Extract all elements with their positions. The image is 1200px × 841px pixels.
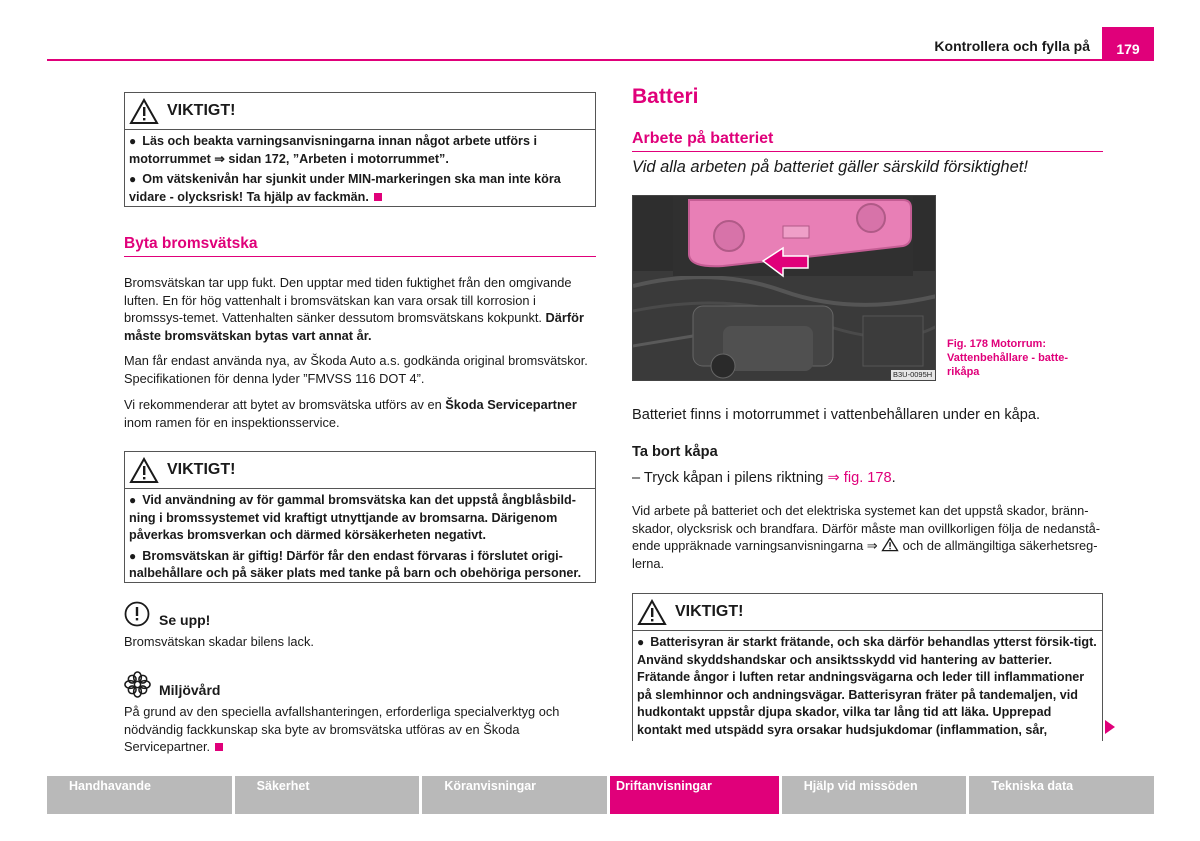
warning-triangle-icon [637, 599, 667, 626]
nav-tab-tekniska-data[interactable]: Tekniska data [969, 776, 1154, 814]
warning-title: VIKTIGT! [675, 603, 744, 620]
header-rule [47, 59, 1154, 61]
continued-arrow-icon [1105, 720, 1115, 734]
caution-exclamation-icon [124, 601, 150, 627]
warning-item: ● Batterisyran är starkt frätande, och ska därför behandlas ytterst försik-tigt. Använd skyddshandskar och ansiktsskydd vid hantering av batterier. Frätande ångor i luften retar andningsvägarna och leder till inflammationer på slemhinnor och andningsvägar. Batterisyran fräter på tandemaljen, vid hudkontakt uppstår djupa skador, vilka tar lång tid att läka. Upprepad kontakt med utspädd syra orsakar hudsjukdomar (inflammation, sår, [637, 635, 1097, 737]
battery-location-text: Batteriet finns i motorrummet i vattenbehållaren under en kåpa. [632, 407, 1041, 423]
warning-body [633, 631, 1102, 744]
section-title-brake-fluid: Byta bromsvätska [124, 235, 258, 252]
warning-box-battery-acid [632, 593, 1103, 741]
warning-item: ● Läs och beakta varningsanvisningarna innan något arbete utförs i motorrummet ⇒ sidan 172, ”Arbeten i motorrummet”. [129, 134, 537, 166]
battery-safety-text: Vid arbete på batteriet och det elektriska systemet kan det uppstå skador, bränn-skador, olycksrisk och brandfara. Därför måste man ovillkorligen följa de nedanstå-ende uppräknade varningsanvisningarna ⇒ och de allmängiltiga säkerhetsreg-lerna. [632, 503, 1101, 571]
warning-box-brake-fluid [124, 451, 596, 583]
environment-title: Miljövård [159, 682, 221, 698]
figure-code: B3U-0095H [893, 370, 933, 379]
nav-tab-koranvisningar[interactable]: Köranvisningar [422, 776, 607, 814]
warning-body [125, 130, 595, 211]
paragraph-service-recommendation: Vi rekommenderar att bytet av bromsvätska utförs av en Škoda Servicepartner inom ramen för en inspektionsservice. [124, 397, 577, 430]
warning-triangle-icon [129, 98, 159, 125]
nav-tab-sakerhet[interactable]: Säkerhet [235, 776, 420, 814]
environment-flower-icon [124, 671, 151, 698]
warning-triangle-inline-icon [881, 537, 899, 552]
nav-tab-hjalp-vid-missoden[interactable]: Hjälp vid missöden [782, 776, 967, 814]
remove-cover-step: – Tryck kåpan i pilens riktning ⇒ fig. 178. [632, 470, 896, 486]
warning-header [125, 93, 595, 130]
end-of-section-marker [374, 193, 382, 201]
engine-bay-illustration [633, 196, 936, 381]
environment-text: På grund av den speciella avfallshanteringen, erforderliga specialverktyg och nödvändig fackkunskap ska byte av bromsvätska utföras av en Škoda Servicepartner. [124, 704, 560, 755]
warning-item: ● Vid användning av för gammal bromsvätska kan det uppstå ångblåsbild-ning i bromssystemet vid kraftigt utnyttjande av bromsarna. Därigenom påverkas bromsverkan och därmed körsäkerheten negativt. [129, 493, 576, 542]
warning-body [125, 489, 595, 588]
chapter-nav [47, 776, 1154, 814]
figure-caption: Fig. 178 Motorrum: Vattenbehållare - batte-rikåpa [947, 338, 1069, 378]
warning-item: ● Bromsvätskan är giftig! Därför får den endast förvaras i förslutet origi-nalbehållare och på säker plats med tanke på barn och obehöriga personer. [129, 548, 582, 580]
nav-tab-handhavande[interactable]: Handhavande [47, 776, 232, 814]
end-of-section-marker [215, 743, 223, 751]
subsection-title: Arbete på batteriet [632, 130, 774, 147]
engine-bay-figure [632, 195, 936, 381]
section-title-battery: Batteri [632, 85, 699, 108]
warning-triangle-icon [129, 457, 159, 484]
running-header: Kontrollera och fylla på [934, 38, 1090, 54]
paragraph-approved-fluids: Man får endast använda nya, av Škoda Auto a.s. godkända original bromsvätskor. Specifikationen för denna lyder ”FMVSS 116 DOT 4”. [124, 353, 588, 386]
caution-title: Se upp! [159, 612, 211, 628]
remove-cover-heading: Ta bort kåpa [632, 444, 718, 460]
nav-tab-driftanvisningar[interactable]: Driftanvisningar [610, 776, 779, 814]
caution-text: Bromsvätskan skadar bilens lack. [124, 634, 314, 649]
section-rule [124, 256, 596, 257]
figure-link[interactable]: ⇒ fig. 178 [827, 470, 892, 486]
warning-item: ● Om vätskenivån har sjunkit under MIN-markeringen ska man inte köra vidare - olycksrisk! Ta hjälp av fackmän. [129, 172, 561, 204]
paragraph-brake-fluid-moisture: Bromsvätskan tar upp fukt. Den upptar med tiden fuktighet från den omgivande luften. En för hög vattenhalt i bromsvätskan kan vara orsak till korrosion i bromssys-temet. Vattenhalten sänker dessutom bromsvätskans kokpunkt. Därför måste bromsvätskan bytas vart annat år. [124, 275, 584, 343]
warning-header [125, 452, 595, 489]
page-number: 179 [1102, 27, 1154, 61]
warning-header [633, 594, 1102, 631]
subsection-rule [632, 151, 1103, 152]
warning-title: VIKTIGT! [167, 102, 236, 119]
warning-box-fluids [124, 92, 596, 207]
intro-text: Vid alla arbeten på batteriet gäller särskild försiktighet! [632, 158, 1028, 176]
warning-title: VIKTIGT! [167, 461, 236, 478]
